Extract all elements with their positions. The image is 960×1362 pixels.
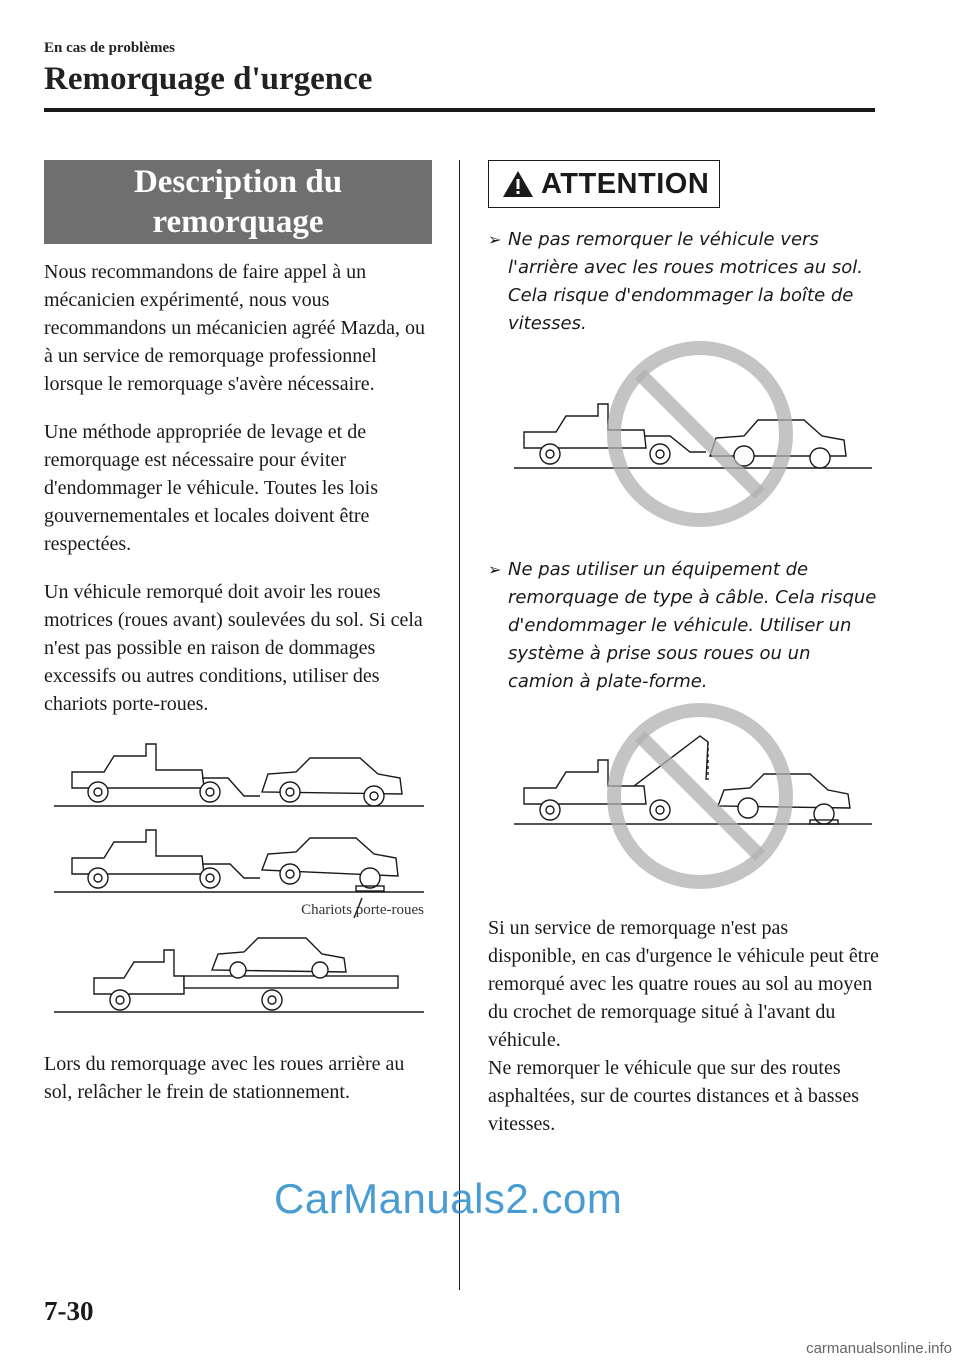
wheel bbox=[88, 868, 108, 888]
tow-truck-body bbox=[72, 830, 204, 874]
attention-label: ATTENTION bbox=[541, 167, 710, 200]
header-rule bbox=[44, 108, 875, 112]
tow-truck-body bbox=[524, 760, 646, 804]
road-conditions-paragraph: Ne remorquer le véhicule que sur des routes asphaltées, sur de courtes distances et à basses vitesses. bbox=[488, 1057, 859, 1135]
wheel bbox=[280, 864, 300, 884]
wheel bbox=[810, 448, 830, 468]
tow-truck-body bbox=[524, 404, 646, 448]
prohibited-illustration bbox=[494, 338, 874, 538]
wheel bbox=[280, 782, 300, 802]
wheel bbox=[312, 962, 328, 978]
attention-box bbox=[488, 160, 720, 208]
wheel bbox=[738, 798, 758, 818]
method-paragraph: Une méthode appropriée de levage et de remorquage est nécessaire pour éviter d'endommager le véhicule. Toutes les lois gouvernementales et locales doivent être respectées. bbox=[44, 421, 378, 555]
dolly-label: Chariots porte-roues bbox=[301, 902, 424, 918]
wheel bbox=[262, 990, 282, 1010]
warning-item bbox=[488, 226, 880, 338]
right-column bbox=[488, 160, 880, 1138]
wheel bbox=[650, 800, 670, 820]
watermark: CarManuals2.com bbox=[274, 1175, 623, 1222]
wheel bbox=[540, 444, 560, 464]
left-column bbox=[44, 160, 432, 1106]
emergency-tow-paragraph: Si un service de remorquage n'est pas disponible, en cas d'urgence le véhicule peut être remorqué avec les quatre roues au sol au moyen du crochet de remorquage situé à l'avant du véhicule. bbox=[488, 917, 879, 1051]
warning-triangle-icon bbox=[501, 169, 535, 199]
wheel bbox=[200, 868, 220, 888]
dolly-paragraph: Un véhicule remorqué doit avoir les roues motrices (roues avant) soulevées du sol. Si cela n'est pas possible en raison de dommages excessifs ou autres conditions, utiliser des chariots porte-roues. bbox=[44, 581, 423, 715]
intro-paragraph: Nous recommandons de faire appel à un mécanicien expérimenté, nous vous recommandons un mécanicien agréé Mazda, ou à un service de remorquage professionnel lorsque le remorquage s'avère nécessaire. bbox=[44, 261, 425, 395]
wheel bbox=[230, 962, 246, 978]
parking-brake-paragraph: Lors du remorquage avec les roues arrière au sol, relâcher le frein de stationnement. bbox=[44, 1053, 405, 1103]
prohibition-slash bbox=[640, 374, 760, 494]
wheel bbox=[650, 444, 670, 464]
arrow-bullet-icon: ➢ bbox=[488, 560, 502, 579]
section-heading-line2: remorquage bbox=[152, 204, 324, 240]
flatbed-truck-cab bbox=[94, 950, 184, 994]
wheel bbox=[110, 990, 130, 1010]
towing-methods-illustration bbox=[44, 730, 432, 1032]
page-number: 7-30 bbox=[44, 1296, 94, 1326]
column-divider bbox=[459, 160, 460, 1290]
wheel bbox=[540, 800, 560, 820]
flatbed-deck bbox=[184, 976, 398, 988]
towing-methods-drawing bbox=[44, 730, 432, 1032]
wheel bbox=[200, 782, 220, 802]
arrow-bullet-icon: ➢ bbox=[488, 230, 502, 249]
prohibited-illustration bbox=[494, 696, 874, 900]
page-title: Remorquage d'urgence bbox=[44, 61, 373, 97]
warning-text: Ne pas utiliser un équipement de remorquage de type à câble. Cela risque d'endommager le véhicule. Utiliser un système à prise sous roues ou un camion à plate-forme. bbox=[508, 559, 877, 692]
prohibited-drawing bbox=[494, 338, 874, 534]
wheel bbox=[88, 782, 108, 802]
source-watermark: carmanualsonline.info bbox=[806, 1340, 952, 1357]
prohibited-drawing bbox=[494, 696, 874, 896]
section-heading bbox=[44, 160, 432, 244]
wheel bbox=[364, 786, 384, 806]
wheel bbox=[360, 868, 380, 888]
warning-text: Ne pas remorquer le véhicule vers l'arrière avec les roues motrices au sol. Cela risque d'endommager la boîte de vitesses. bbox=[508, 229, 863, 334]
chapter-label: En cas de problèmes bbox=[44, 40, 175, 56]
section-heading-line1: Description du bbox=[133, 164, 343, 200]
page-header bbox=[44, 40, 874, 98]
tow-truck-body bbox=[72, 744, 204, 788]
warning-item bbox=[488, 556, 880, 696]
wheel bbox=[814, 804, 834, 824]
